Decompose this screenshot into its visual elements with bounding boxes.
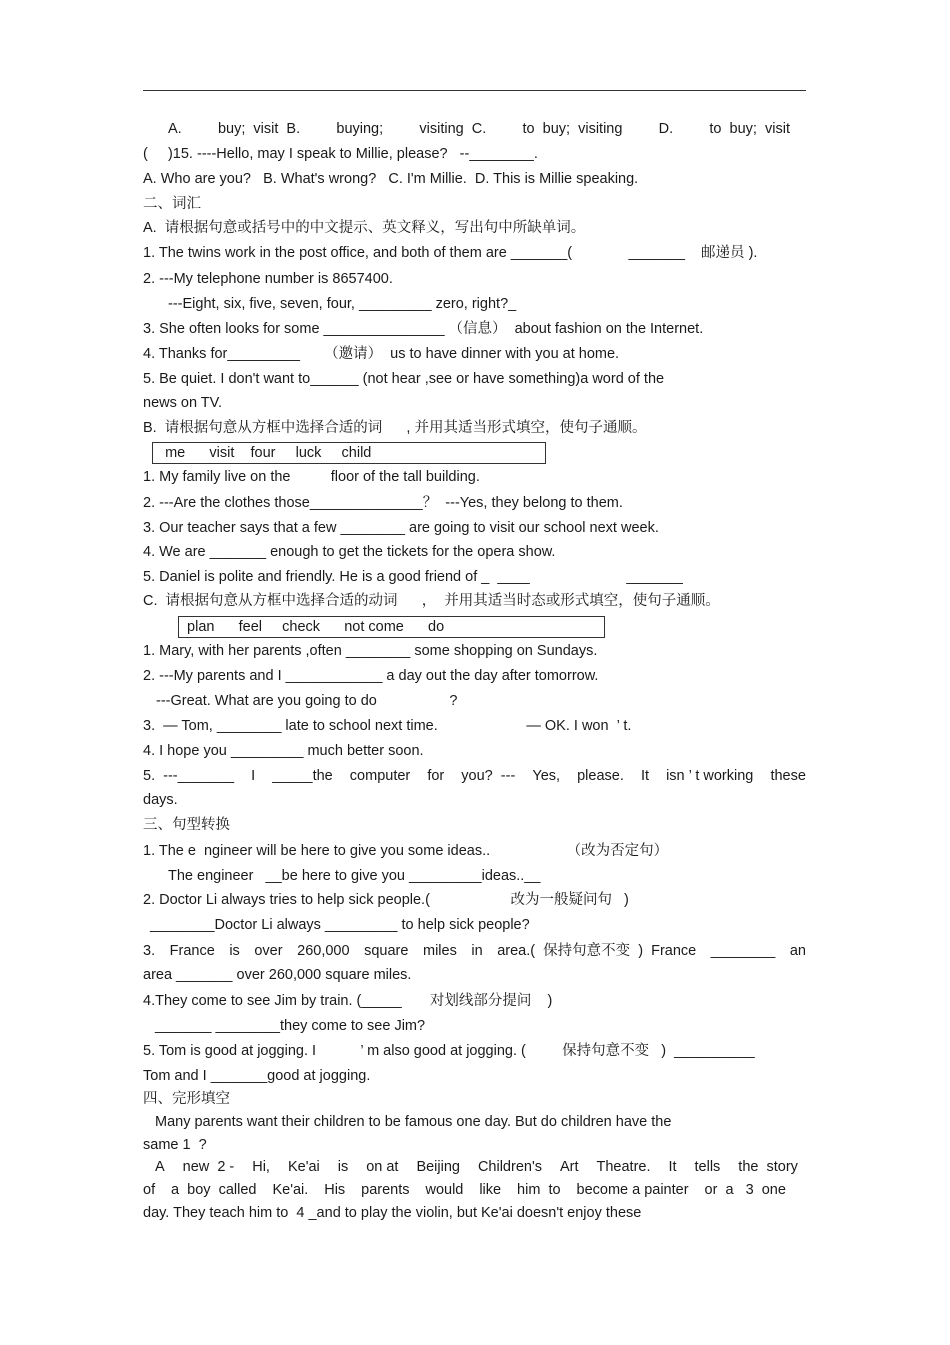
- transform-4-answer: _______ ________they come to see Jim?: [155, 1018, 426, 1034]
- transform-3-w6: square: [364, 943, 409, 959]
- transform-1: 1. The e ngineer will be here to give you some ideas.. （改为否定句）: [143, 843, 669, 859]
- vocab-b-3: 3. Our teacher says that a few ________ are going to visit our school next week.: [143, 520, 659, 536]
- transform-3-w4: over: [254, 943, 283, 959]
- transform-3: [143, 941, 806, 961]
- vocab-c-4: 4. I hope you _________ much better soon.: [143, 743, 424, 759]
- vocab-c-5: [143, 766, 806, 786]
- section-4-heading: 四、完形填空: [143, 1091, 230, 1107]
- cloze-line-1: Many parents want their children to be famous one day. But do children have the: [155, 1114, 672, 1130]
- cloze-3-w1: A: [155, 1159, 165, 1175]
- vocab-c-2: 2. ---My parents and I ____________ a day out the day after tomorrow.: [143, 668, 599, 684]
- q14-opt-6: D.: [658, 121, 674, 137]
- q15-question: ( )15. ----Hello, may I speak to Millie, please? --________.: [143, 146, 538, 162]
- transform-3-w2: France: [169, 943, 215, 959]
- cloze-4-w9: become a painter: [576, 1182, 689, 1198]
- cloze-3-w12: tells: [694, 1159, 721, 1175]
- cloze-4-w4: His: [324, 1182, 346, 1198]
- vocab-b-2: 2. ---Are the clothes those______________？ ---Yes, they belong to them.: [143, 495, 623, 511]
- transform-3-w5: 260,000: [297, 943, 350, 959]
- cloze-3-w6: on at: [366, 1159, 399, 1175]
- vocab-a-2: 2. ---My telephone number is 8657400.: [143, 271, 393, 287]
- word-box-c: plan feel check not come do: [178, 616, 605, 638]
- q15-options: A. Who are you? B. What's wrong? C. I'm Millie. D. This is Millie speaking.: [143, 171, 639, 187]
- cloze-3-w11: It: [668, 1159, 677, 1175]
- vocab-c-5-w9: It: [640, 768, 649, 784]
- transform-3-w10: ________: [710, 943, 776, 959]
- cloze-4-w3: Ke'ai.: [272, 1182, 309, 1198]
- transform-5: 5. Tom is good at jogging. I ’ m also good at jogging. ( 保持句意不变 ) __________: [143, 1043, 755, 1059]
- cloze-3-w10: Theatre.: [596, 1159, 651, 1175]
- vocab-c-3: 3. — Tom, ________ late to school next time. — OK. I won ’ t.: [143, 718, 632, 734]
- cloze-4-w8: him to: [517, 1182, 561, 1198]
- transform-3-cont: area _______ over 260,000 square miles.: [143, 967, 412, 983]
- vocab-c-5-cont: days.: [143, 792, 178, 808]
- vocab-c-5-w3: _____the: [272, 768, 333, 784]
- vocab-a-2-reply: ---Eight, six, five, seven, four, _________ zero, right?_: [168, 296, 517, 312]
- vocab-c-1: 1. Mary, with her parents ,often ________ some shopping on Sundays.: [143, 643, 598, 659]
- vocab-c-5-w8: please.: [577, 768, 624, 784]
- cloze-line-2: same 1 ?: [143, 1137, 207, 1153]
- transform-4: 4.They come to see Jim by train. (_____ 对划线部分提问 ): [143, 993, 553, 1009]
- q14-opt-2: buy; visit B.: [217, 121, 301, 137]
- vocab-c-5-w5: for: [427, 768, 445, 784]
- cloze-3-w8: Children's: [477, 1159, 542, 1175]
- vocab-c-5-w10: isn ’ t working: [666, 768, 754, 784]
- word-box-b: me visit four luck child: [152, 442, 546, 464]
- transform-3-w9: area.( 保持句意不变 ) France: [497, 943, 697, 959]
- vocab-c-5-w11: these: [770, 768, 806, 784]
- vocab-c-5-w2: I: [251, 768, 256, 784]
- cloze-4-w1: of: [143, 1182, 156, 1198]
- cloze-3-w7: Beijing: [416, 1159, 460, 1175]
- q14-opt-3: buying;: [336, 121, 384, 137]
- cloze-4-w5: parents: [361, 1182, 410, 1198]
- q14-options: [168, 119, 790, 139]
- vocab-b-5: 5. Daniel is polite and friendly. He is a good friend of _ ____ _______: [143, 569, 683, 585]
- transform-3-w7: miles: [422, 943, 457, 959]
- q14-opt-7: to buy; visit: [709, 121, 790, 137]
- vocab-a-1: 1. The twins work in the post office, and both of them are _______( _______ 邮递员 ).: [143, 245, 758, 261]
- vocab-c-2-reply: ---Great. What are you going to do ?: [156, 693, 458, 709]
- transform-3-w3: is: [229, 943, 240, 959]
- part-c-instructions: C. 请根据句意从方框中选择合适的动词 ， 并用其适当时态或形式填空，使句子通顺。: [143, 593, 720, 609]
- cloze-line-3: [155, 1157, 798, 1177]
- cloze-3-w9: Art: [559, 1159, 579, 1175]
- part-a-instructions: A. 请根据句意或括号中的中文提示、英文释义，写出句中所缺单词。: [143, 220, 586, 236]
- transform-3-w8: in: [471, 943, 483, 959]
- cloze-4-w6: would: [425, 1182, 464, 1198]
- transform-1-answer: The engineer __be here to give you _________ideas..__: [168, 868, 541, 884]
- cloze-4-w2: a boy called: [171, 1182, 257, 1198]
- vocab-c-5-w6: you? ---: [461, 768, 516, 784]
- q14-opt-4: visiting C.: [419, 121, 487, 137]
- q14-opt-1: A.: [168, 121, 182, 137]
- section-3-heading: 三、句型转换: [143, 817, 230, 833]
- transform-2-answer: ________Doctor Li always _________ to help sick people?: [150, 917, 530, 933]
- vocab-b-4: 4. We are _______ enough to get the tickets for the opera show.: [143, 544, 556, 560]
- cloze-3-w4: Ke'ai: [287, 1159, 320, 1175]
- vocab-b-1: 1. My family live on the floor of the tall building.: [143, 469, 480, 485]
- transform-2: 2. Doctor Li always tries to help sick people.( 改为一般疑问句 ): [143, 892, 629, 908]
- vocab-c-5-w4: computer: [349, 768, 411, 784]
- cloze-4-w10: or a 3 one: [704, 1182, 786, 1198]
- cloze-line-5: day. They teach him to 4 _and to play the violin, but Ke'ai doesn't enjoy these: [143, 1205, 642, 1221]
- top-rule: [143, 90, 806, 91]
- vocab-a-5: 5. Be quiet. I don't want to______ (not hear ,see or have something)a word of the: [143, 371, 665, 387]
- cloze-3-w5: is: [337, 1159, 349, 1175]
- cloze-3-w3: Hi,: [252, 1159, 270, 1175]
- vocab-c-5-w7: Yes,: [532, 768, 561, 784]
- vocab-a-4: 4. Thanks for_________ （邀请） us to have dinner with you at home.: [143, 346, 620, 362]
- cloze-3-w13: the story: [738, 1159, 798, 1175]
- q14-opt-5: to buy; visiting: [522, 121, 623, 137]
- vocab-c-5-w1: 5. ---_______: [143, 768, 235, 784]
- cloze-4-w7: like: [479, 1182, 502, 1198]
- vocab-a-3: 3. She often looks for some _______________ （信息） about fashion on the Internet.: [143, 321, 704, 337]
- cloze-line-4: [143, 1180, 786, 1200]
- part-b-instructions: B. 请根据句意从方框中选择合适的词 , 并用其适当形式填空，使句子通顺。: [143, 420, 647, 436]
- vocab-a-5-cont: news on TV.: [143, 395, 222, 411]
- transform-5-cont: Tom and I _______good at jogging.: [143, 1068, 371, 1084]
- transform-3-w11: an: [789, 943, 806, 959]
- transform-3-w1: 3.: [143, 943, 156, 959]
- cloze-3-w2: new 2 -: [182, 1159, 235, 1175]
- section-2-heading: 二、词汇: [143, 196, 201, 212]
